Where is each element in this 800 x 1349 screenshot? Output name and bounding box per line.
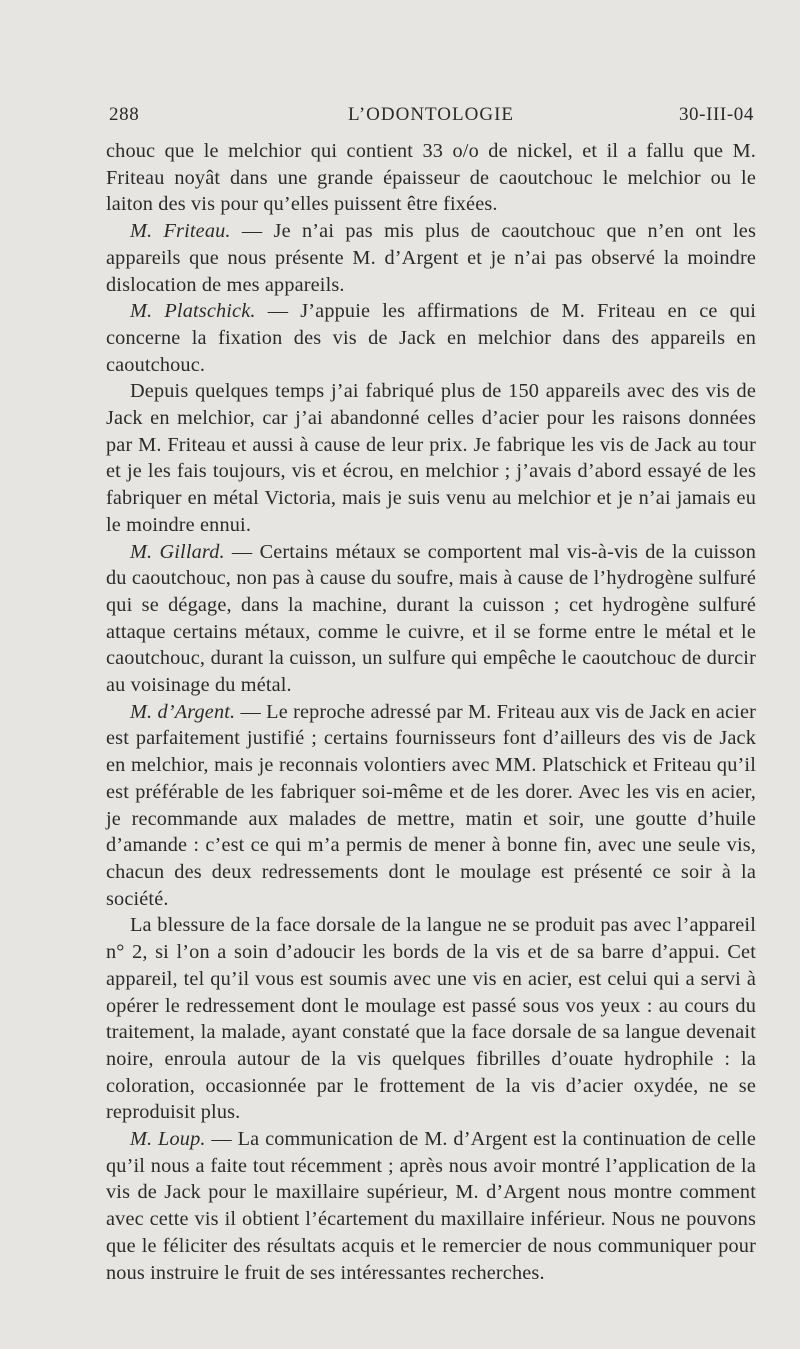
paragraph [106,912,756,1126]
paragraph-text: La blessure de la face dorsale de la langue ne se produit pas avec l’appareil n° 2, si l’on a soin d’adoucir les bords de la vis et de sa barre d’appui. Cet appareil, tel qu’il vous est soumis avec une vis en acier, est celui qui a servi à opérer le redressement dont le moulage est passé sous vos yeux : au cours du traitement, la malade, ayant constaté que la face dorsale de sa langue devenait noire, enroula autour de la vis quelques fibrilles d’ouate hydrophile : la coloration, occasionnée par le frottement de la vis d’acier oxydée, ne se reproduisit plus. [106,914,756,1124]
paragraph [106,298,756,378]
paragraph-text: — Je n’ai pas mis plus de caoutchouc que n’en ont les appareils que nous présente M. d’Argent et je n’ai pas observé la moindre dislocation de mes appareils. [106,220,756,296]
paragraph [106,699,756,913]
paragraph-text: — J’appuie les affirmations de M. Friteau en ce qui concerne la fixation des vis de Jack en melchior dans des appareils en caoutchouc. [106,300,756,376]
paragraph [106,1126,756,1286]
paragraph [106,378,756,538]
body-text [106,138,756,1286]
issue-date: 30-III-04 [678,104,754,125]
speaker-name: M. Gillard. [130,540,225,563]
paragraph-text: Depuis quelques temps j’ai fabriqué plus de 150 appareils avec des vis de Jack en melchior, car j’ai abandonné celles d’acier pour les raisons données par M. Friteau et aussi à cause de leur prix. Je fabrique les vis de Jack au tour et je les fais toujours, vis et écrou, en melchior ; j’avais d’abord essayé de les fabriquer en métal Victoria, mais je suis venu au melchior et je n’ai jamais eu le moindre ennui. [106,380,756,536]
paragraph-text: — La communication de M. d’Argent est la continuation de celle qu’il nous a faite tout récemment ; après nous avoir montré l’application de la vis de Jack pour le maxillaire supérieur, M. d’Argent nous montre comment avec cette vis il obtient l’écartement du maxillaire inférieur. Nous ne pouvons que le féliciter des résultats acquis et le remercier de nous communiquer pour nous instruire le fruit de ses intéressantes recherches. [106,1128,757,1284]
running-head [106,104,756,132]
paragraph-text: chouc que le melchior qui contient 33 o/o de nickel, et il a fallu que M. Friteau noyât dans une grande épaisseur de caoutchouc le melchior ou le laiton des vis pour qu’elles puissent être fixées. [106,140,756,216]
paragraph [106,138,756,218]
journal-title: L’ODONTOLOGIE [347,104,515,125]
paragraph-text: — Certains métaux se comportent mal vis-à-vis de la cuisson du caoutchouc, non pas à cause du soufre, mais à cause de l’hydrogène sulfuré qui se dégage, dans la machine, durant la cuisson ; cet hydrogène sulfuré attaque certains métaux, comme le cuivre, et il se forme entre le métal et le caoutchouc, durant la cuisson, un sulfure qui empêche le caoutchouc de durcir au voisinage du métal. [106,540,756,697]
paragraph [106,218,756,298]
speaker-name: M. Friteau. [130,220,231,243]
page-number: 288 [109,104,140,125]
speaker-name: M. Platschick. [130,300,256,323]
paragraph-text: — Le reproche adressé par M. Friteau aux vis de Jack en acier est parfaitement justifié ; certains fournisseurs font d’ailleurs des vis de Jack en melchior, mais je reconnais volontiers avec MM. Platschick et Friteau qu’il est préférable de les fabriquer soi-même et de les dorer. Avec les vis en acier, je recommande aux malades de mettre, matin et soir, une goutte d’huile d’amande : c’est ce qui m’a permis de mener à bonne fin, avec une seule vis, chacun des deux redressements dont le moulage est présenté ce soir à la société. [106,700,757,910]
speaker-name: M. d’Argent. [130,700,236,723]
speaker-name: M. Loup. [130,1128,206,1151]
paragraph [106,539,756,699]
